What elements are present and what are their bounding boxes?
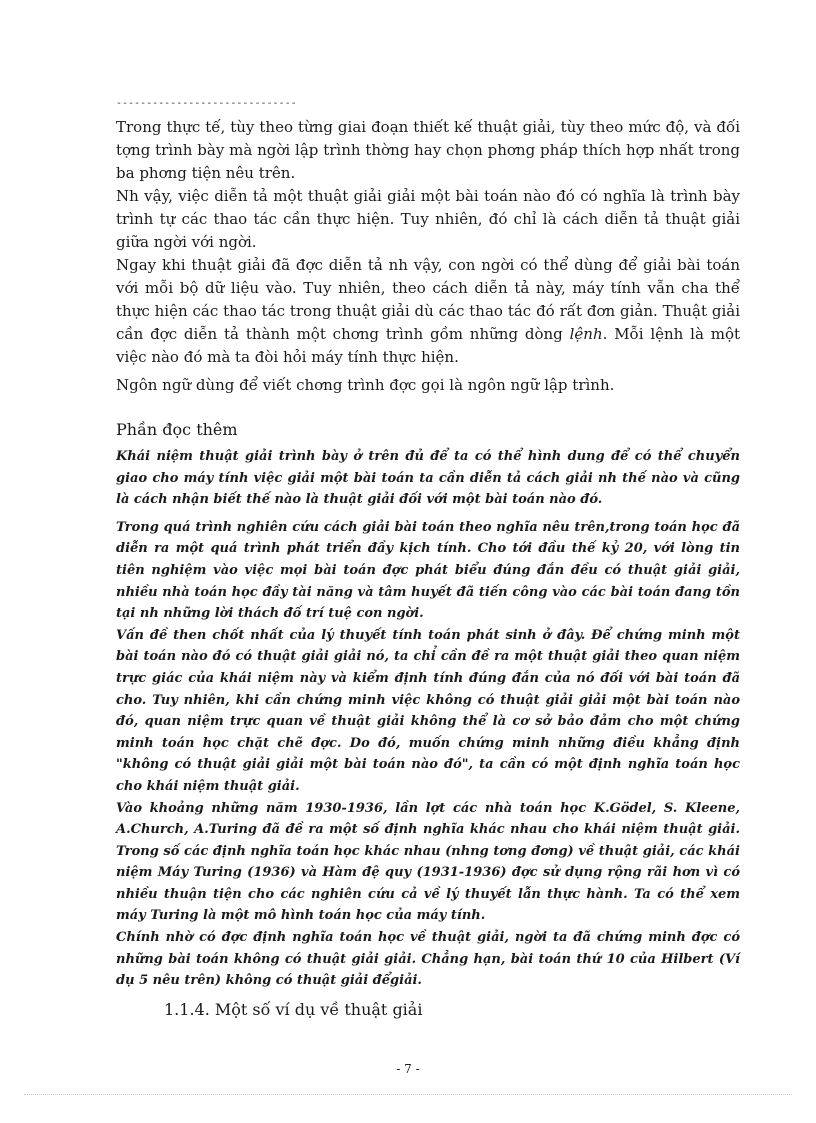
top-dashed-rule: ------------------------------ (116, 98, 297, 109)
extra-paragraph-5: Chính nhờ có đợc định nghĩa toán học về thuật giải, ngời ta đã chứng minh đợc có những bài toán không có thuật giải giải. Chẳng hạn, bài toán thứ 10 của Hilbert (Ví dụ 5 nêu trên) không có thuật giải đểgiải. (116, 930, 740, 989)
page-number: - 7 - (396, 1062, 420, 1076)
extra-paragraph-3: Vấn đề then chốt nhất của lý thuyết tính toán phát sinh ở đây. Để chứng minh một bài toán nào đó có thuật giải giải nó, ta chỉ cần đề ra một thuật giải theo quan niệm trực giác của khái niệm này và kiểm định tính đúng đắn của nó đối với bài toán đã cho. Tuy nhiên, khi cần chứng minh việc không có thuật giải giải một bài toán nào đó, quan niệm trực quan về thuật giải không thể là cơ sở bảo đảm cho một chứng minh toán học chặt chẽ đợc. Do đó, muốn chứng minh những điều khẳng định "không có thuật giải giải một bài toán nào đó", ta cần có một định nghĩa toán học cho khái niệm thuật giải. (116, 627, 740, 794)
paragraph-4: Ngôn ngữ dùng để viết chơng trình đợc gọi là ngôn ngữ lập trình. (116, 376, 615, 394)
extra-paragraph-1: Khái niệm thuật giải trình bày ở trên đủ để ta có thể hình dung để có thể chuyển giao cho máy tính việc giải một bài toán ta cần diễn tả cách giải nh thế nào và cũng là cách nhận biết thế nào là thuật giải đối với một bài toán nào đó. (116, 449, 740, 508)
further-reading-body (116, 446, 740, 992)
keyword-lenh: lệnh (569, 325, 603, 343)
paragraph-3-text: Ngay khi thuật giải đã đợc diễn tả nh vậy, con ngời có thể dùng để giải bài toán với mỗi bộ dữ liệu vào. Tuy nhiên, theo cách diễn tả này, máy tính vẫn cha thể thực hiện các thao tác trong thuật giải dù các thao tác đó rất đơn giản. Thuật giải cần đợc diễn tả thành một chơng trình gồm những dòng (116, 256, 740, 343)
subsection-heading: 1.1.4. Một số ví dụ về thuật giải (164, 1000, 423, 1019)
paragraph-3 (116, 254, 740, 369)
main-body (116, 116, 740, 397)
section-heading: Phần đọc thêm (116, 420, 238, 439)
footer-divider (24, 1094, 792, 1095)
extra-paragraph-4: Vào khoảng những năm 1930-1936, lần lợt các nhà toán học K.Gödel, S. Kleene, A.Church, A.Turing đã đề ra một số định nghĩa khác nhau cho khái niệm thuật giải. Trong số các định nghĩa toán học khác nhau (nhng tơng đơng) về thuật giải, các khái niệm Máy Turing (1936) và Hàm đệ quy (1931-1936) đợc sử dụng rộng rãi hơn vì có nhiều thuận tiện cho các nghiên cứu cả về lý thuyết lẫn thực hành. Ta có thể xem máy Turing là một mô hình toán học của máy tính. (116, 800, 740, 924)
paragraph-2: Nh vậy, việc diễn tả một thuật giải giải một bài toán nào đó có nghĩa là trình bày trình tự các thao tác cần thực hiện. Tuy nhiên, đó chỉ là cách diễn tả thuật giải giữa ngời với ngời. (116, 187, 740, 251)
paragraph-3-tail: . Mỗi lệnh là một việc nào đó mà ta đòi hỏi máy tính thực hiện. (116, 325, 740, 366)
paragraph-1: Trong thực tế, tùy theo từng giai đoạn thiết kế thuật giải, tùy theo mức độ, và đối tợng trình bày mà ngời lập trình thờng hay chọn phơng pháp thích hợp nhất trong ba phơng tiện nêu trên. (116, 118, 740, 182)
extra-paragraph-2: Trong quá trình nghiên cứu cách giải bài toán theo nghĩa nêu trên,trong toán học đã diễn ra một quá trình phát triển đầy kịch tính. Cho tới đầu thế kỷ 20, với lòng tin tiên nghiệm vào việc mọi bài toán đợc phát biểu đúng đắn đều có thuật giải giải, nhiều nhà toán học đầy tài năng và tâm huyết đã tiến công vào các bài toán đang tồn tại nh những lời thách đố trí tuệ con ngời. (116, 519, 740, 622)
